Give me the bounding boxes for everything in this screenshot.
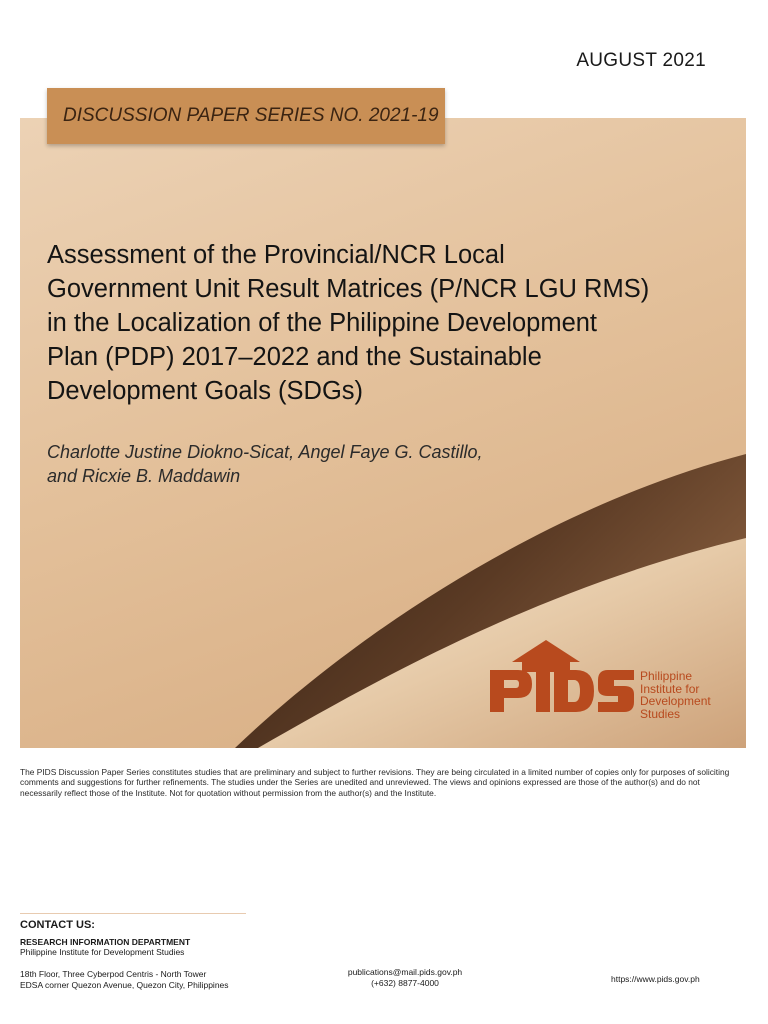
institute-name-line: Institute for [640,681,700,696]
contact-divider [20,913,246,914]
authors-line: Charlotte Justine Diokno-Sicat, Angel Faye G. Castillo, [47,442,483,462]
institute-name [640,670,711,720]
institute-name-line: Studies [640,706,681,721]
address-line: 18th Floor, Three Cyberpod Centris - North Tower [20,969,207,979]
address-line: EDSA corner Quezon Avenue, Quezon City, Philippines [20,980,229,990]
title-line: Government Unit Result Matrices (P/NCR LGU RMS) [47,275,650,303]
title-line: Assessment of the Provincial/NCR Local [47,241,505,269]
series-number-tab: DISCUSSION PAPER SERIES NO. 2021-19 [47,88,445,144]
institute-name-line: Philippine [640,669,693,683]
institute-name-line: Development [640,694,711,708]
website-link[interactable]: https://www.pids.gov.ph [611,974,700,984]
institute-full-name: Philippine Institute for Development Studies [20,947,185,957]
title-line: Development Goals (SDGs) [47,377,364,405]
contact-email-phone [330,967,480,989]
authors-line: and Ricxie B. Maddawin [47,466,241,486]
authors [47,440,647,488]
contact-heading: CONTACT US: [20,919,95,931]
publication-date: AUGUST 2021 [576,50,706,71]
title-line: Plan (PDP) 2017–2022 and the Sustainable [47,343,542,371]
disclaimer-text: The PIDS Discussion Paper Series constitutes studies that are preliminary and subject to further revisions. They are being circulated in a limited number of copies only for purposes of soliciting comments and suggestions for further refinements. The studies under the Series are unedited and unreviewed. The views and opinions expressed are those of the author(s) and do not necessarily reflect those of the Institute. Not for quotation without permission from the author(s) and the Institute. [20,767,730,798]
phone-number: (+632) 8877-4000 [371,978,439,988]
title-line: in the Localization of the Philippine Development [47,309,598,337]
paper-title [47,238,737,408]
email-link[interactable]: publications@mail.pids.gov.ph [347,967,463,977]
address [20,969,229,991]
department-name: RESEARCH INFORMATION DEPARTMENT [20,937,191,947]
